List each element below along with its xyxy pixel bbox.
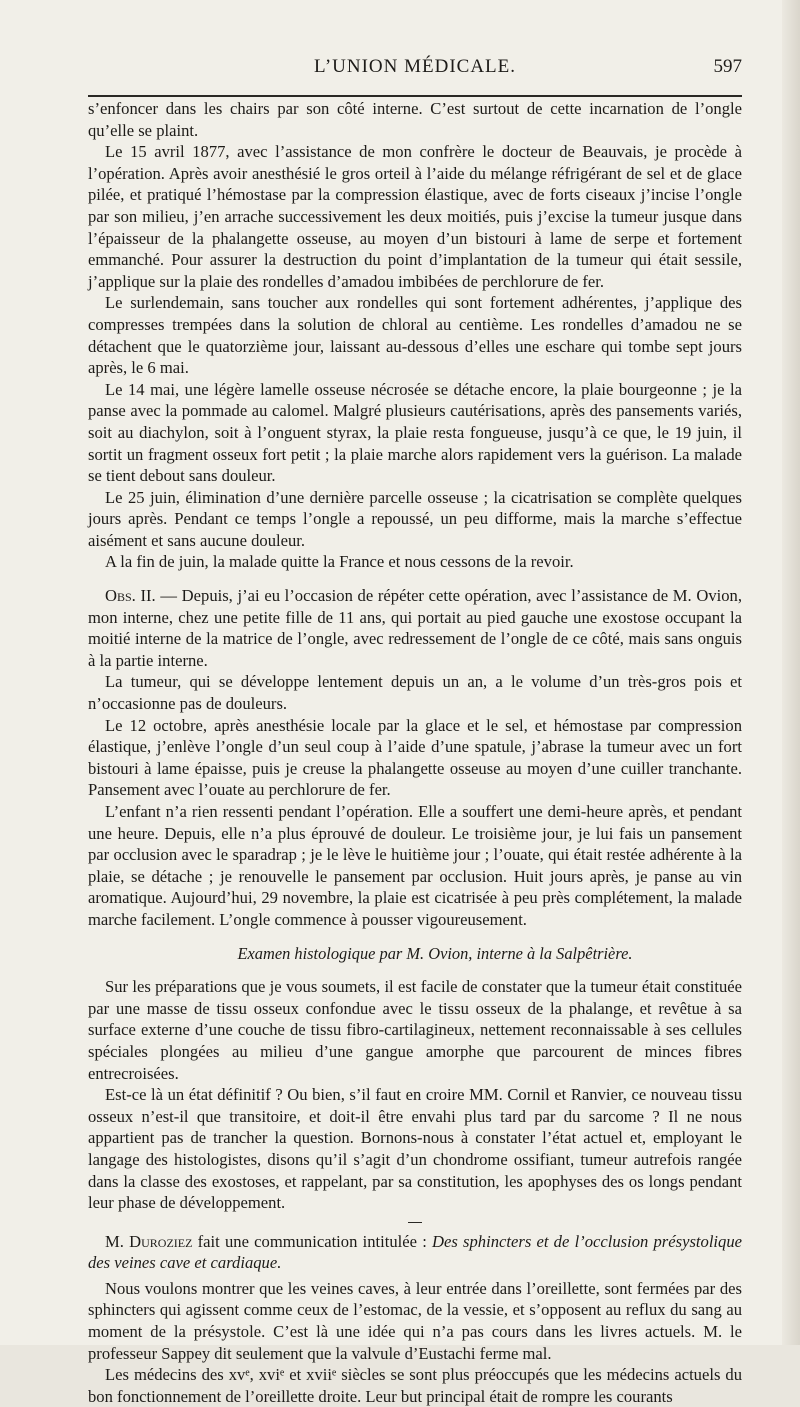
paragraph: Le 15 avril 1877, avec l’assistance de mon confrère le docteur de Beauvais, je procède à l’opération. Après avoir anesthésié le gros orteil à l’aide du mélange réfrigérant de sel et de glace pilée, et pratiqué l’hémostase par la compression élastique, avec de forts ciseaux j’incise l’ongle par son milieu, j’en arrache successivement les deux moitiés, puis j’excise la tumeur jusque dans l’épaisseur de la phalangette osseuse, au moyen d’un bistouri à lame de serpe et fortement emmanché. Pour assurer la destruction du point d’implantation de la tumeur qui était sessile, j’applique sur la plaie des rondelles d’amadou imbibées de perchlorure de fer.	[88, 142, 742, 291]
article-body	[88, 98, 742, 1407]
section-heading: Examen histologique par M. Ovion, interne à la Salpêtrière.	[237, 943, 633, 963]
running-title: L’UNION MÉDICALE.	[313, 56, 517, 77]
observation-paragraph	[88, 585, 742, 671]
paragraph: Est-ce là un état définitif ? Ou bien, s’il faut en croire MM. Cornil et Ranvier, ce nouveau tissu osseux n’est-il que transitoire, et doit-il être envahi plus tard par du sarcome ? Il ne nous appartient pas de trancher la question. Bornons-nous à constater l’état actuel et, employant le langage des histologistes, disons qu’il s’agit d’un chondrome ossifiant, tumeur autrefois rangée dans la classe des exostoses, et rappelant, par sa constitution, les apophyses des os longs pendant leur phase de développement.	[88, 1085, 742, 1213]
page-number: 597	[713, 56, 742, 77]
paragraph: Le 12 octobre, après anesthésie locale par la glace et le sel, et hémostase par compression élastique, j’enlève l’ongle d’un seul coup à l’aide d’une spatule, j’abrase la tumeur avec un fort bistouri à lame épaisse, puis je creuse la phalangette osseuse au moyen d’une cuiller tranchante. Pansement avec l’ouate au perchlorure de fer.	[88, 715, 742, 800]
header-rule	[88, 95, 742, 97]
paragraph: s’enfoncer dans les chairs par son côté interne. C’est surtout de cette incarnation de l’ongle qu’elle se plaint.	[88, 99, 742, 140]
section-divider	[408, 1222, 422, 1223]
paragraph-gap	[88, 931, 742, 943]
communication-intro: fait une communication intitulée :	[192, 1231, 433, 1251]
page-edge-shadow	[782, 0, 800, 1345]
paragraph: Sur les préparations que je vous soumets, il est facile de constater que la tumeur était constituée par une masse de tissu osseux confondue avec le tissu osseux de la phalange, et revêtue à sa surface externe d’une couche de tissu fibro-cartilagineux, nettement reconnaissable à ses cellules spéciales plongées au milieu d’une gangue amorphe que parcourent de minces fibres entrecroisées.	[88, 977, 742, 1083]
paragraph: L’enfant n’a rien ressenti pendant l’opération. Elle a souffert une demi-heure après, et pendant une heure. Depuis, elle n’a plus éprouvé de douleur. Le troisième jour, je lui fais un pansement par occlusion avec le sparadrap ; je le lève le huitième jour ; l’ouate, qui était restée adhérente à la plaie, se détache ; je renouvelle le pansement par occlusion. Huit jours après, je panse au vin aromatique. Aujourd’hui, 29 novembre, la plaie est cicatrisée à peu près complétement, la malade marche facilement. L’ongle commence à pousser vigoureusement.	[88, 802, 742, 929]
paragraph: La tumeur, qui se développe lentement depuis un an, a le volume d’un très-gros pois et n’occasionne pas de douleurs.	[88, 672, 742, 714]
paragraph: Le 25 juin, élimination d’une dernière parcelle osseuse ; la cicatrisation se complète quelques jours après. Pendant ce temps l’ongle a repoussé, un peu difforme, mais la marche s’effectue aisément et sans aucune douleur.	[88, 487, 742, 550]
observation-text: — Depuis, j’ai eu l’occasion de répéter cette opération, avec l’assistance de M. Ovion, mon interne, chez une petite fille de 11 ans, qui portait au pied gauche une exostose occupant la moitié interne de la matrice de l’ongle, avec redressement de l’ongle de ce côté, mais sans onguis à la partie interne.	[88, 586, 742, 670]
paragraph: Le 14 mai, une légère lamelle osseuse nécrosée se détache encore, la plaie bourgeonne ; je la panse avec la pommade au calomel. Malgré plusieurs cautérisations, après des pansements variés, soit au diachylon, soit à l’onguent styrax, la plaie resta fongueuse, jusqu’à ce que, le 19 juin, il sortit un fragment osseux fort petit ; la plaie marche alors rapidement vers la guérison. La malade se tient debout sans douleur.	[88, 379, 742, 486]
paragraph: Le surlendemain, sans toucher aux rondelles qui sont fortement adhérentes, j’applique des compresses trempées dans la solution de chloral au centième. Les rondelles d’amadou ne se détachent que le quatorzième jour, laissant au-dessous d’elles une eschare qui tombe sept jours après, le 6 mai.	[88, 293, 742, 378]
paragraph: Les médecins des xvᵉ, xviᵉ et xviiᵉ siècles se sont plus préoccupés que les médecins actuels du bon fonctionnement de l’oreillette droite. Leur but principal était de rompre les courants	[88, 1365, 742, 1406]
paragraph-gap	[88, 964, 742, 976]
speaker-name: M. Duroziez	[105, 1231, 193, 1251]
communication-title: Des sphincters et de l’occlusion présystolique des veines cave et cardiaque.	[88, 1231, 743, 1273]
paragraph: A la fin de juin, la malade quitte la France et nous cessons de la revoir.	[105, 552, 574, 572]
observation-label: Obs. II.	[105, 586, 156, 606]
paragraph: Nous voulons montrer que les veines caves, à leur entrée dans l’oreillette, sont fermées par des sphincters qui agissent comme ceux de l’estomac, de la vessie, et s’opposent au reflux du sang au moment de la présystole. C’est là une idée qui n’a pas cours dans les livres actuels. M. le professeur Sappey dit seulement que la valvule d’Eustachi ferme mal.	[88, 1278, 742, 1363]
page-header	[88, 52, 742, 86]
communication-paragraph	[88, 1231, 742, 1274]
paragraph-gap	[88, 573, 742, 585]
